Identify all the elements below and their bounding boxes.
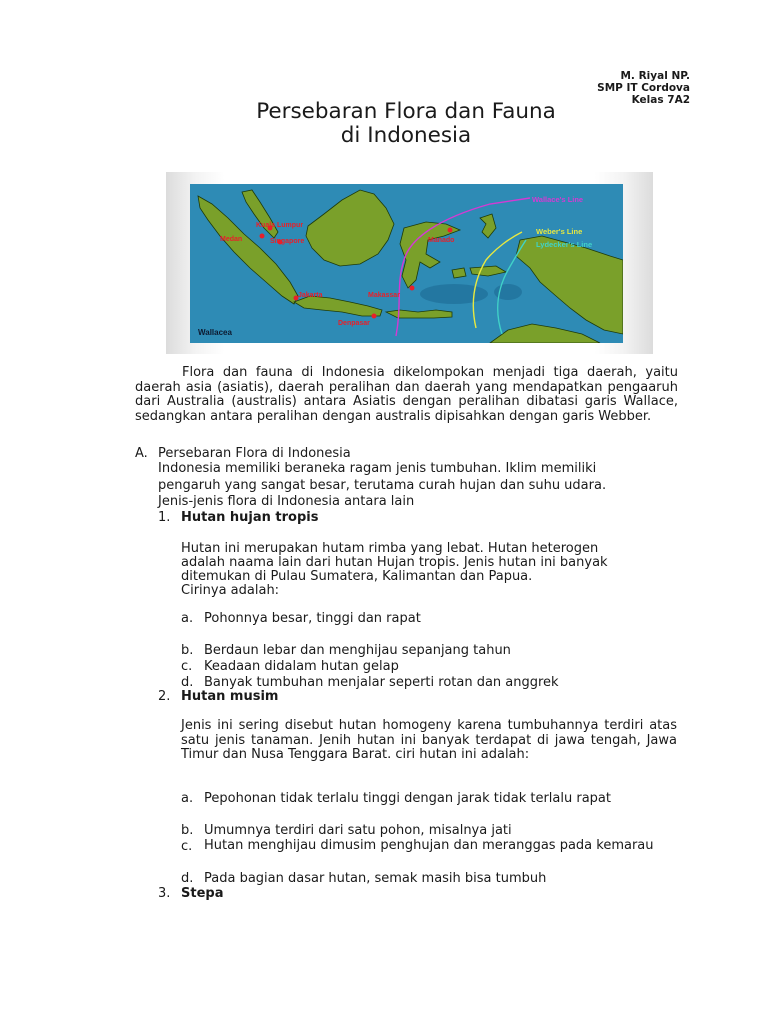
- label-kuala-lumpur: Kuala Lumpur: [256, 222, 304, 229]
- map-caption: Wallacea: [198, 328, 232, 337]
- deep-sea: [420, 284, 488, 304]
- city-marker-medan: [260, 234, 265, 239]
- item-1-trait-d-mark: d.: [181, 675, 194, 690]
- item-3-heading: Stepa: [181, 886, 224, 901]
- item-2-trait-c-mark: c.: [181, 839, 193, 854]
- item-2-number: 2.: [158, 689, 171, 704]
- section-a-intro-line-3: Jenis-jenis flora di Indonesia antara lain: [158, 494, 415, 509]
- label-jakarta: Jakarta: [298, 292, 323, 299]
- label-weber-line: Weber's Line: [536, 227, 583, 236]
- item-1-trait-a-mark: a.: [181, 611, 194, 626]
- item-1-trait-d: Banyak tumbuhan menjalar seperti rotan dan anggrek: [204, 675, 559, 690]
- item-1-trait-a: Pohonnya besar, tinggi dan rapat: [204, 611, 421, 626]
- item-1-number: 1.: [158, 510, 171, 525]
- item-2-trait-a: Pepohonan tidak terlalu tinggi dengan jarak tidak terlalu rapat: [204, 791, 611, 806]
- city-marker-manado: [448, 228, 453, 233]
- item-1-desc-line-2: adalah naama lain dari hutan Hujan tropis. Jenis hutan ini banyak: [181, 555, 608, 570]
- label-denpasar: Denpasar: [338, 320, 370, 327]
- label-medan: Medan: [220, 236, 243, 243]
- city-marker-denpasar: [372, 314, 377, 319]
- author-name: M. Riyal NP.: [620, 70, 690, 82]
- item-2-heading: Hutan musim: [181, 689, 279, 704]
- title-line-2: di Indonesia: [340, 123, 472, 148]
- item-2-trait-b-mark: b.: [181, 823, 194, 838]
- item-1-trait-b: Berdaun lebar dan menghijau sepanjang tahun: [204, 643, 511, 658]
- item-1-trait-c: Keadaan didalam hutan gelap: [204, 659, 399, 674]
- city-marker-makassar: [410, 286, 415, 291]
- author-class: Kelas 7A2: [631, 94, 690, 106]
- label-manado: Manado: [428, 237, 455, 244]
- section-a-intro-line-1: Indonesia memiliki beraneka ragam jenis tumbuhan. Iklim memiliki: [158, 461, 597, 476]
- item-2-trait-d: Pada bagian dasar hutan, semak masih bisa tumbuh: [204, 871, 547, 886]
- intro-paragraph: Flora dan fauna di Indonesia dikelompokan menjadi tiga daerah, yaitu daerah asia (asiatis), daerah peralihan dan daerah yang mendapatkan pengaaruh dari Australia (australis) antara Asiatis dengan peralihan dibatasi garis Wallace, sedangkan antara peralihan dengan australis dipisahkan dengan garis Webber.: [135, 365, 678, 424]
- item-1-desc-line-4: Cirinya adalah:: [181, 583, 280, 598]
- item-2-trait-b: Umumnya terdiri dari satu pohon, misalnya jati: [204, 823, 512, 838]
- item-1-desc-line-1: Hutan ini merupakan hutam rimba yang lebat. Hutan heterogen: [181, 541, 599, 556]
- wallacea-map: [190, 184, 623, 343]
- item-1-trait-c-mark: c.: [181, 659, 193, 674]
- label-singapore: Singapore: [270, 238, 305, 245]
- label-makassar: Makassar: [368, 292, 400, 299]
- title-line-1: Persebaran Flora dan Fauna: [256, 99, 556, 124]
- section-a-heading: Persebaran Flora di Indonesia: [158, 446, 351, 461]
- item-2-trait-a-mark: a.: [181, 791, 194, 806]
- page-title: [0, 100, 768, 148]
- item-3-number: 3.: [158, 886, 171, 901]
- item-2-trait-d-mark: d.: [181, 871, 194, 886]
- section-a-intro-line-2: pengaruh yang sangat besar, terutama curah hujan dan suhu udara.: [158, 478, 607, 493]
- label-lydekker-line: Lydecker's Line: [536, 240, 593, 249]
- item-2-trait-c: Hutan menghijau dimusim penghujan dan meranggas pada kemarau: [204, 838, 654, 853]
- island-buru: [452, 268, 466, 278]
- section-a-marker: A.: [135, 446, 148, 461]
- item-2-description: Jenis ini sering disebut hutan homogeny karena tumbuhannya terdiri atas satu jenis tanaman. Jenih hutan ini banyak terdapat di jawa tengah, Jawa Timur dan Nusa Tenggara Barat. ciri hutan ini adalah:: [181, 718, 677, 762]
- item-1-trait-b-mark: b.: [181, 643, 194, 658]
- label-wallace-line: Wallace's Line: [532, 195, 584, 204]
- item-1-heading: Hutan hujan tropis: [181, 510, 319, 525]
- author-school: SMP IT Cordova: [597, 82, 690, 94]
- item-1-desc-line-3: ditemukan di Pulau Sumatera, Kalimantan dan Papua.: [181, 569, 533, 584]
